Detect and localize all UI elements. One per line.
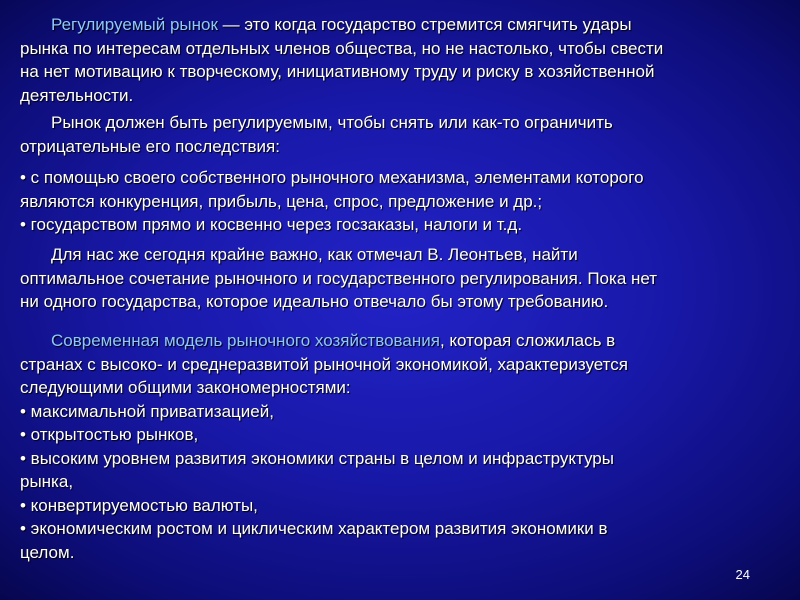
list-item: • максимальной приватизацией, [20,401,274,421]
paragraph-line: рынка по интересам отдельных членов общества, но не настолько, чтобы свести [20,38,664,58]
page-number: 24 [735,567,750,582]
paragraph-line [20,329,772,353]
list-item: • государством прямо и косвенно через госзаказы, налоги и т.д. [20,215,523,234]
paragraph-line: странах с высоко- и среднеразвитой рыночной экономикой, характеризуется [20,354,628,374]
paragraph-leontiev [20,243,772,314]
highlighted-term: Регулируемый рынок [51,15,218,34]
list-item: • высоким уровнем развития экономики страны в целом и инфраструктуры [20,448,614,468]
highlighted-term: Современная модель рыночного хозяйствования [51,331,440,350]
list-item: • с помощью своего собственного рыночного механизма, элементами которого [20,168,644,187]
paragraph-line: деятельности. [20,85,134,105]
list-item: • конвертируемостью валюты, [20,495,258,515]
paragraph-line: Рынок должен быть регулируемым, чтобы снять или как-то ограничить [51,113,613,132]
list-item: • экономическим ростом и циклическим характером развития экономики в [20,519,608,538]
paragraph-line [20,13,772,37]
list-item: • открытостью рынков, [20,425,199,444]
list-item-continuation: являются конкуренция, прибыль, цена, спрос, предложение и др.; [20,191,543,211]
paragraph-line: отрицательные его последствия: [20,136,280,156]
paragraph-line: Для нас же сегодня крайне важно, как отмечал В. Леонтьев, найти [51,245,578,264]
paragraph-line: на нет мотивацию к творческому, инициативному труду и риску в хозяйственной [20,62,655,81]
line-text: , которая сложилась в [439,331,616,350]
paragraph-line: оптимальное сочетание рыночного и государственного регулирования. Пока нет [20,268,658,288]
paragraph-modern-model [20,329,772,564]
paragraph-regulated-market [20,13,772,107]
paragraph-line: следующими общими закономерностями: [20,378,351,397]
line-text: — это когда государство стремится смягчить удары [217,15,632,34]
paragraph-line: ни одного государства, которое идеально отвечало бы этому требованию. [20,292,609,311]
list-item-continuation: целом. [20,542,75,562]
paragraph-market-regulation [20,111,772,158]
regulation-methods-list [20,166,772,237]
list-item-continuation: рынка, [20,472,74,491]
